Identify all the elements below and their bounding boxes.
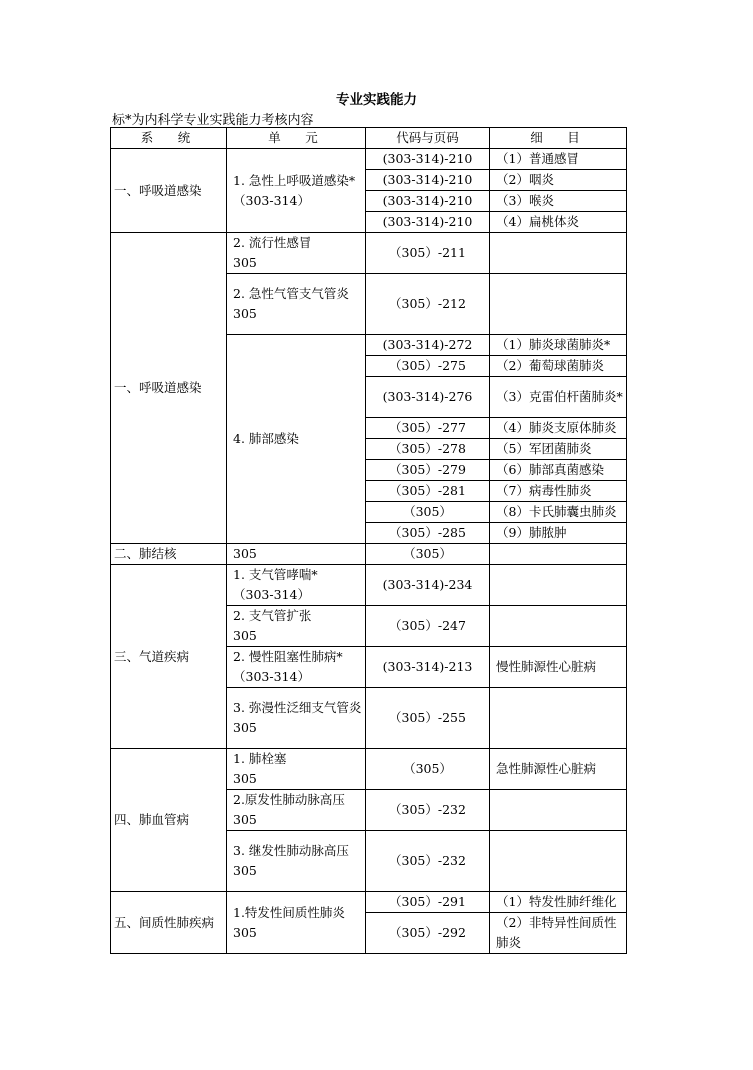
table-row bbox=[111, 749, 627, 790]
detail-cell: （5）军团菌肺炎 bbox=[490, 439, 627, 460]
unit-cell: 1. 支气管哮喘* （303-314） bbox=[227, 565, 366, 606]
code-cell: (303-314)-272 bbox=[366, 335, 490, 356]
code-cell: （305）-275 bbox=[366, 356, 490, 377]
code-cell: （305）-277 bbox=[366, 418, 490, 439]
unit-cell: 1.特发性间质性肺炎 305 bbox=[227, 892, 366, 954]
detail-cell: （2）非特异性间质性肺炎 bbox=[490, 913, 627, 954]
detail-cell: （6）肺部真菌感染 bbox=[490, 460, 627, 481]
detail-cell: （4）肺炎支原体肺炎 bbox=[490, 418, 627, 439]
unit-cell: 2. 慢性阻塞性肺病* （303-314） bbox=[227, 647, 366, 688]
unit-cell: 3. 弥漫性泛细支气管炎 305 bbox=[227, 688, 366, 749]
code-cell: (303-314)-210 bbox=[366, 170, 490, 191]
detail-cell bbox=[490, 831, 627, 892]
code-cell: （305）-281 bbox=[366, 481, 490, 502]
header-code: 代码与页码 bbox=[366, 128, 490, 149]
code-cell: (303-314)-210 bbox=[366, 212, 490, 233]
system-cell: 二、肺结核 bbox=[111, 544, 227, 565]
detail-cell: （1）特发性肺纤维化 bbox=[490, 892, 627, 913]
code-cell: (303-314)-234 bbox=[366, 565, 490, 606]
detail-cell bbox=[490, 565, 627, 606]
unit-cell: 1. 急性上呼吸道感染* （303-314） bbox=[227, 149, 366, 233]
code-cell: （305）-255 bbox=[366, 688, 490, 749]
system-cell: 五、间质性肺疾病 bbox=[111, 892, 227, 954]
table-row bbox=[111, 565, 627, 606]
code-cell: (303-314)-213 bbox=[366, 647, 490, 688]
header-unit: 单 元 bbox=[227, 128, 366, 149]
unit-cell: 1. 肺栓塞 305 bbox=[227, 749, 366, 790]
table-note: 标*为内科学专业实践能力考核内容 bbox=[112, 113, 314, 128]
table-row bbox=[111, 149, 627, 170]
unit-cell: 2. 流行性感冒 305 bbox=[227, 233, 366, 274]
code-cell: (303-314)-210 bbox=[366, 149, 490, 170]
table-row bbox=[111, 233, 627, 274]
detail-cell: 急性肺源性心脏病 bbox=[490, 749, 627, 790]
header-row bbox=[111, 128, 627, 149]
detail-cell bbox=[490, 233, 627, 274]
detail-cell: （2）葡萄球菌肺炎 bbox=[490, 356, 627, 377]
code-cell: （305）-212 bbox=[366, 274, 490, 335]
detail-cell bbox=[490, 790, 627, 831]
table-row bbox=[111, 544, 627, 565]
system-cell: 一、呼吸道感染 bbox=[111, 149, 227, 233]
code-cell: （305）-211 bbox=[366, 233, 490, 274]
detail-cell: （2）咽炎 bbox=[490, 170, 627, 191]
unit-cell: 4. 肺部感染 bbox=[227, 335, 366, 544]
unit-cell: 2.原发性肺动脉高压 305 bbox=[227, 790, 366, 831]
code-cell: （305）-278 bbox=[366, 439, 490, 460]
header-detail: 细 目 bbox=[490, 128, 627, 149]
code-cell: （305）-232 bbox=[366, 790, 490, 831]
page-title: 专业实践能力 bbox=[336, 92, 417, 108]
detail-cell: （4）扁桃体炎 bbox=[490, 212, 627, 233]
detail-cell bbox=[490, 544, 627, 565]
system-cell: 一、呼吸道感染 bbox=[111, 233, 227, 544]
code-cell: （305）-291 bbox=[366, 892, 490, 913]
detail-cell: （1）肺炎球菌肺炎* bbox=[490, 335, 627, 356]
code-cell: （305）-279 bbox=[366, 460, 490, 481]
system-cell: 三、气道疾病 bbox=[111, 565, 227, 749]
code-cell: (303-314)-210 bbox=[366, 191, 490, 212]
system-cell: 四、肺血管病 bbox=[111, 749, 227, 892]
code-cell: （305）-247 bbox=[366, 606, 490, 647]
code-cell: （305） bbox=[366, 544, 490, 565]
unit-cell: 2. 支气管扩张 305 bbox=[227, 606, 366, 647]
unit-cell: 3. 继发性肺动脉高压 305 bbox=[227, 831, 366, 892]
unit-cell: 305 bbox=[227, 544, 366, 565]
table-row bbox=[111, 892, 627, 913]
code-cell: （305）-285 bbox=[366, 523, 490, 544]
detail-cell: （1）普通感冒 bbox=[490, 149, 627, 170]
code-cell: (303-314)-276 bbox=[366, 377, 490, 418]
detail-cell: （7）病毒性肺炎 bbox=[490, 481, 627, 502]
code-cell: （305） bbox=[366, 502, 490, 523]
detail-cell: （8）卡氏肺囊虫肺炎 bbox=[490, 502, 627, 523]
detail-cell: （3）克雷伯杆菌肺炎* bbox=[490, 377, 627, 418]
detail-cell: 慢性肺源性心脏病 bbox=[490, 647, 627, 688]
detail-cell bbox=[490, 274, 627, 335]
code-cell: （305）-292 bbox=[366, 913, 490, 954]
unit-cell: 2. 急性气管支气管炎 305 bbox=[227, 274, 366, 335]
detail-cell: （9）肺脓肿 bbox=[490, 523, 627, 544]
detail-cell bbox=[490, 688, 627, 749]
detail-cell: （3）喉炎 bbox=[490, 191, 627, 212]
header-system: 系 统 bbox=[111, 128, 227, 149]
code-cell: （305）-232 bbox=[366, 831, 490, 892]
code-cell: （305） bbox=[366, 749, 490, 790]
curriculum-table bbox=[110, 127, 627, 954]
detail-cell bbox=[490, 606, 627, 647]
